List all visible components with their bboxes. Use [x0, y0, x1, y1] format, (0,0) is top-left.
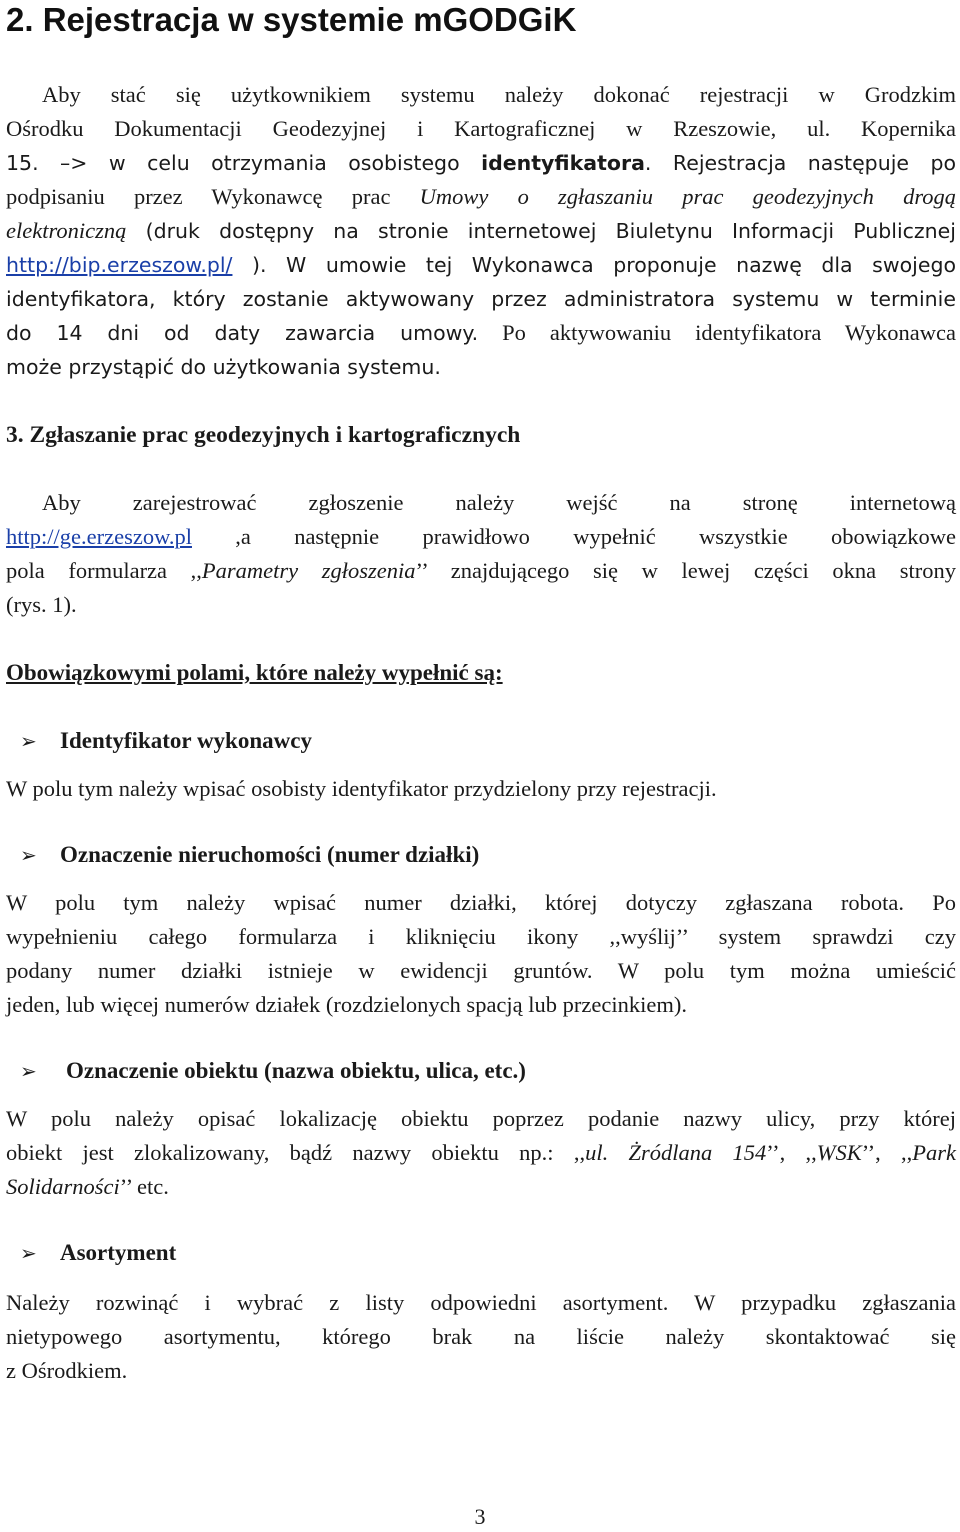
- paragraph-line: Należy rozwinąć i wybrać z listy odpowiedni asortyment. W przypadku zgłaszania: [6, 1290, 956, 1315]
- ge-link[interactable]: http://ge.erzeszow.pl: [6, 524, 192, 549]
- bullet-obiekt: [20, 1056, 526, 1086]
- text-run: ’’ etc.: [119, 1174, 169, 1199]
- paragraph-line: W polu należy opisać lokalizację obiektu poprzez podanie nazwy ulicy, przy której: [6, 1106, 956, 1131]
- italic-run: Parametry zgłoszenia: [201, 558, 416, 583]
- text-run: 15. –> w celu otrzymania osobistego: [6, 151, 482, 175]
- paragraph-line: jeden, lub więcej numerów działek (rozdzielonych spacją lub przecinkiem).: [6, 992, 687, 1017]
- text-run: Po aktywowaniu identyfikatora Wykonawca: [478, 320, 956, 345]
- identyfikator-bold: identyfikatora: [481, 151, 645, 175]
- arrow-bullet-icon: ➢: [20, 1059, 37, 1083]
- italic-run: Solidarności: [6, 1174, 120, 1199]
- text-run: ’’, ,,: [766, 1140, 817, 1165]
- bullet-title: Oznaczenie obiektu (nazwa obiektu, ulica, etc.): [66, 1058, 526, 1083]
- section-2-title: 2. Rejestracja w systemie mGODGiK: [6, 1, 577, 38]
- text-run: (druk dostępny na stronie internetowej Biuletynu Informacji Publicznej: [126, 219, 956, 243]
- paragraph-line: [6, 554, 956, 588]
- arrow-bullet-icon: ➢: [20, 729, 37, 753]
- italic-run: Park: [912, 1140, 956, 1165]
- bullet-identyfikator: [20, 726, 312, 756]
- paragraph-line: może przystąpić do użytkowania systemu.: [6, 355, 441, 379]
- text-run: ). W umowie tej Wykonawca proponuje nazwę dla swojego: [232, 253, 956, 277]
- required-fields-heading: Obowiązkowymi polami, które należy wypełnić są:: [6, 660, 503, 685]
- paragraph-line: nietypowego asortymentu, którego brak na liście należy skontaktować się: [6, 1324, 956, 1349]
- paragraph-line: wypełnieniu całego formularza i kliknięciu ikony ,,wyślij’’ system sprawdzi czy: [6, 924, 956, 949]
- paragraph-line: [6, 520, 956, 554]
- arrow-bullet-icon: ➢: [20, 1241, 37, 1265]
- bip-link[interactable]: http://bip.erzeszow.pl/: [6, 253, 233, 277]
- text-run: do 14 dni od daty zawarcia umowy.: [6, 321, 479, 345]
- paragraph-line: W polu tym należy wpisać numer działki, której dotyczy zgłaszana robota. Po: [6, 890, 956, 915]
- paragraph-line: [6, 146, 956, 180]
- text-run: podpisaniu przez Wykonawcę prac: [6, 184, 420, 209]
- paragraph-line: (rys. 1).: [6, 592, 77, 617]
- paragraph-line: Ośrodku Dokumentacji Geodezyjnej i Kartograficznej w Rzeszowie, ul. Kopernika: [6, 116, 956, 141]
- italic-run: elektroniczną: [6, 218, 127, 243]
- paragraph-line: [6, 316, 956, 350]
- text-run: ’’, ,,: [861, 1140, 913, 1165]
- paragraph-line: [6, 214, 956, 248]
- italic-run: Umowy o zgłaszaniu prac geodezyjnych drogą: [419, 184, 956, 209]
- italic-run: WSK: [816, 1140, 862, 1165]
- bullet-title: Identyfikator wykonawcy: [60, 728, 312, 753]
- paragraph-line: W polu tym należy wpisać osobisty identyfikator przydzielony przy rejestracji.: [6, 776, 717, 801]
- bullet-title: Asortyment: [60, 1240, 177, 1265]
- paragraph-line: Aby stać się użytkownikiem systemu należy dokonać rejestracji w Grodzkim: [42, 82, 956, 107]
- bullet-asortyment: [20, 1238, 176, 1268]
- text-run: obiekt jest zlokalizowany, bądź nazwy obiektu np.: ,,: [6, 1140, 586, 1165]
- section-3-title: 3. Zgłaszanie prac geodezyjnych i kartograficznych: [6, 422, 521, 448]
- paragraph-line: podany numer działki istnieje w ewidencji gruntów. W polu tym można umieścić: [6, 958, 956, 983]
- arrow-bullet-icon: ➢: [20, 843, 37, 867]
- paragraph-line: z Ośrodkiem.: [6, 1358, 128, 1383]
- bullet-title: Oznaczenie nieruchomości (numer działki): [60, 842, 480, 867]
- page-number: 3: [474, 1504, 486, 1529]
- paragraph-line: [6, 180, 956, 214]
- text-run: ,a następnie prawidłowo wypełnić wszystkie obowiązkowe: [191, 524, 956, 549]
- paragraph-line: identyfikatora, który zostanie aktywowany przez administratora systemu w terminie: [6, 287, 956, 311]
- text-run: . Rejestracja następuje po: [644, 151, 956, 175]
- bullet-nieruchomosc: [20, 840, 479, 870]
- text-run: ’’ znajdującego się w lewej części okna strony: [415, 558, 956, 583]
- paragraph-line: [6, 1136, 956, 1170]
- paragraph-line: Aby zarejestrować zgłoszenie należy wejść na stronę internetową: [42, 490, 956, 515]
- text-run: pola formularza ,,: [6, 558, 202, 583]
- paragraph-line: [6, 248, 956, 282]
- paragraph-line: [6, 1170, 956, 1204]
- italic-run: ul. Żródlana 154: [585, 1140, 767, 1165]
